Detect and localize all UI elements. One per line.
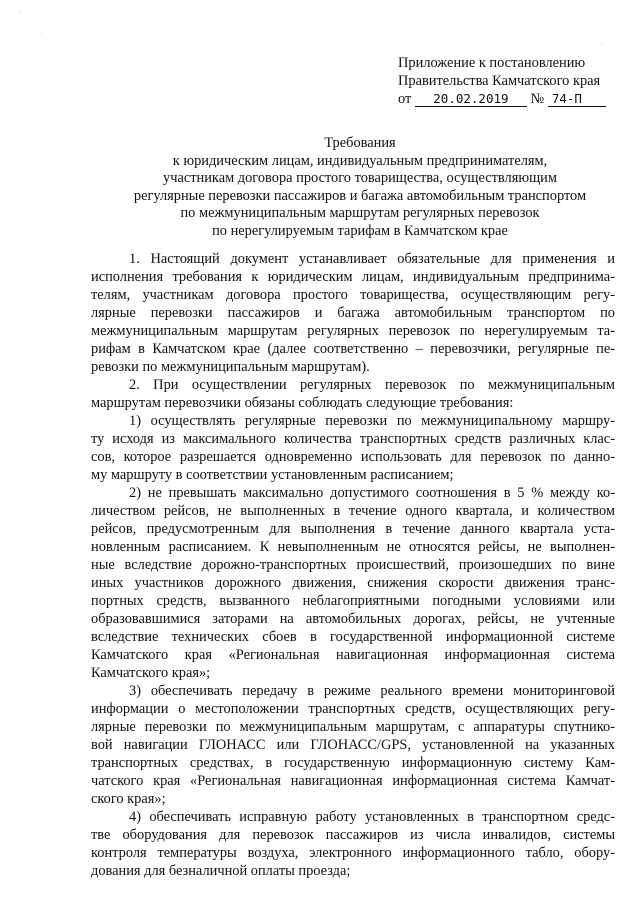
approval-date: 20.02.2019	[415, 92, 527, 107]
document-body	[91, 250, 615, 880]
approval-line-1: Приложение к постановлению	[398, 55, 586, 71]
paragraph-line: рейсов, предусмотренным для выполнения в течение данного квартала уста-	[91, 521, 615, 537]
paragraph	[91, 484, 615, 682]
paragraph-line: рифам в Камчатском крае (далее соответственно – перевозчики, регулярные пе-	[91, 341, 615, 357]
paragraph-line: маршрутам перевозчики обязаны соблюдать следующие требования:	[91, 395, 514, 411]
paragraph-line: лярные перевозки по межмуниципальным маршрутам, с аппаратуры спутнико-	[91, 719, 615, 735]
paragraph-line: 3) обеспечивать передачу в режиме реального времени мониторинговой	[129, 683, 615, 699]
paragraph-line: вой навигации ГЛОНАСС или ГЛОНАСС/GPS, установленной на указанных	[91, 737, 615, 753]
paragraph-line: лярные перевозки пассажиров и багажа автомобильным транспортом по	[91, 305, 615, 321]
paragraph-line: 2) не превышать максимально допустимого соотношения в 5 % между ко-	[129, 485, 615, 501]
paragraph-line: ского края»;	[91, 791, 166, 807]
paragraph-line: 1) осуществлять регулярные перевозки по межмуниципальному маршру-	[129, 413, 615, 429]
title-line: регулярные перевозки пассажиров и багажа автомобильным транспортом	[133, 187, 587, 204]
paragraph-line: вследствие технических сбоев в государственной информационной системе	[91, 629, 615, 645]
scan-speck: ·	[40, 30, 43, 39]
paragraph-line: транспортных средствах, в государственную информационную систему Кам-	[91, 755, 615, 771]
approval-line-2: Правительства Камчатского края	[398, 73, 601, 89]
paragraph-line: иных участников дорожного движения, снижения скорости движения транс-	[91, 575, 615, 591]
document-title	[80, 135, 640, 241]
approval-block	[398, 54, 628, 108]
paragraph-line: му маршруту в соответствии установленным расписанием;	[91, 467, 454, 483]
paragraph-line: исполнения требования к юридическим лицам, индивидуальным предпринима-	[91, 269, 615, 285]
paragraph-line: сов, которое разрешается одновременно использовать для перевозок по данно-	[91, 449, 615, 465]
paragraph-line: образовавшимися заторами на автомобильных дорогах, рейсы, не учтенные	[91, 611, 615, 627]
paragraph-line: информации о местоположении транспортных средств, осуществляющих регу-	[91, 701, 615, 717]
approval-number: 74-П	[548, 92, 606, 107]
scan-speck: ·	[600, 40, 603, 49]
approval-date-number-line	[398, 90, 628, 108]
paragraph-line: дования для безналичной оплаты проезда;	[91, 863, 351, 879]
paragraph-line: Камчатского края «Региональная навигационная информационная система	[91, 647, 615, 663]
paragraph-line: 1. Настоящий документ устанавливает обязательные для применения и	[129, 251, 615, 267]
paragraph-line: 2. При осуществлении регулярных перевозок по межмуниципальным	[129, 377, 615, 393]
title-line: к юридическим лицам, индивидуальным предпринимателям,	[172, 152, 548, 169]
title-line: по межмуниципальным маршрутам регулярных перевозок	[180, 205, 540, 222]
paragraph-line: контроля температуры воздуха, электронного информационного табло, обору-	[91, 845, 615, 861]
paragraph-line: Камчатского края»;	[91, 665, 211, 681]
paragraph-line: портных средств, вызванного неблагоприятными погодными условиями или	[91, 593, 615, 609]
paragraph-line: новленным расписанием. К невыполненным не относятся рейсы, не выполнен-	[91, 539, 615, 555]
title-line: по нерегулируемым тарифам в Камчатском крае	[212, 222, 508, 239]
approval-number-label: №	[530, 91, 545, 107]
paragraph-line: ные вследствие дорожно-транспортных происшествий, произошедших по вине	[91, 557, 615, 573]
scan-speck: ·	[18, 8, 21, 17]
paragraph	[91, 250, 615, 376]
paragraph-line: межмуниципальным маршрутам регулярных перевозок по нерегулируемым та-	[91, 323, 615, 339]
paragraph	[91, 412, 615, 484]
title-line: Требования	[324, 135, 396, 151]
paragraph-line: 4) обеспечивать исправную работу установленных в транспортном средс-	[129, 809, 615, 825]
paragraph-line: ту исходя из максимального количества транспортных средств различных клас-	[91, 431, 615, 447]
paragraph-line: личеством рейсов, не выполненных в течение одного квартала, и количеством	[91, 503, 615, 519]
approval-from-label: от	[398, 91, 412, 107]
paragraph-line: чатского края «Региональная навигационная информационная система Камчат-	[91, 773, 615, 789]
paragraph-line: ревозки по межмуниципальным маршрутам).	[91, 359, 370, 375]
paragraph	[91, 808, 615, 880]
paragraph-line: тве оборудования для перевозок пассажиров из числа инвалидов, системы	[91, 827, 615, 843]
paragraph	[91, 682, 615, 808]
title-line: участникам договора простого товарищества, осуществляющим	[163, 170, 557, 187]
paragraph-line: телям, участникам договора простого товарищества, осуществляющим регу-	[91, 287, 615, 303]
paragraph	[91, 376, 615, 412]
